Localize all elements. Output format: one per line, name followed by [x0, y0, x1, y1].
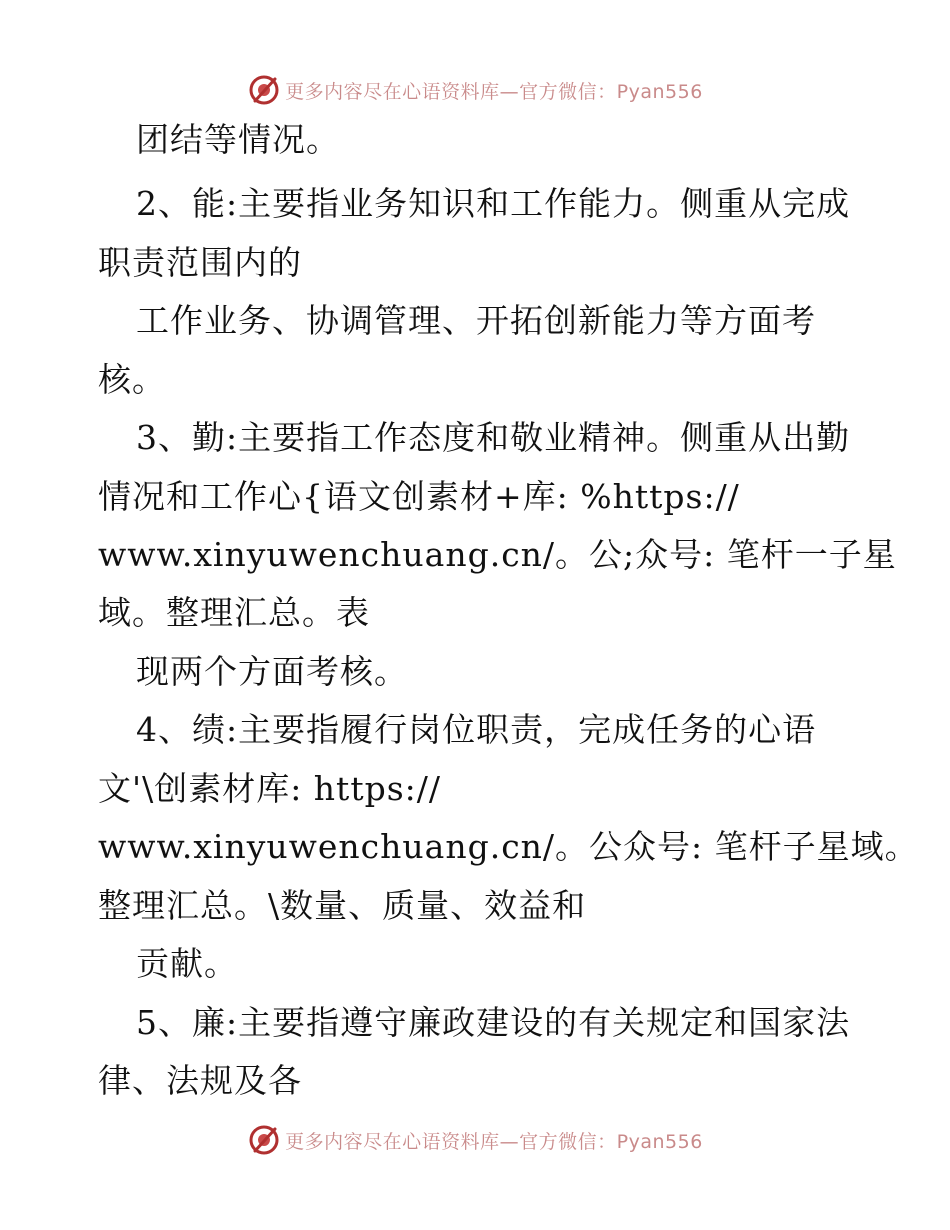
quill-logo-icon	[247, 73, 281, 107]
text-line: 工作业务、协调管理、开拓创新能力等方面考	[136, 301, 816, 340]
header-watermark	[0, 70, 950, 110]
text-line: 团结等情况。	[136, 120, 340, 159]
text-line: 贡献。	[136, 944, 238, 983]
text-line: 核。	[98, 360, 166, 399]
text-line: 5、廉:主要指遵守廉政建设的有关规定和国家法	[136, 1003, 851, 1042]
text-line: 4、绩:主要指履行岗位职责，完成任务的心语	[136, 710, 817, 749]
text-line: 域。整理汇总。表	[98, 593, 370, 632]
text-line: 文'\创素材库: https://	[98, 769, 441, 808]
text-line: www.xinyuwenchuang.cn/。公;众号: 笔杆一子星	[98, 535, 897, 574]
text-line: 现两个方面考核。	[136, 652, 408, 691]
text-line: 职责范围内的	[98, 243, 302, 282]
footer-watermark	[0, 1120, 950, 1160]
quill-logo-icon	[247, 1123, 281, 1157]
text-line: www.xinyuwenchuang.cn/。公众号: 笔杆子星域。	[98, 827, 919, 866]
text-line: 整理汇总。\数量、质量、效益和	[98, 886, 587, 925]
text-line: 2、能:主要指业务知识和工作能力。侧重从完成	[136, 184, 851, 223]
header-watermark-text: 更多内容尽在心语资料库—官方微信：Pyan556	[285, 80, 703, 103]
text-line: 律、法规及各	[98, 1061, 302, 1100]
footer-watermark-text: 更多内容尽在心语资料库—官方微信：Pyan556	[285, 1130, 703, 1153]
text-line: 情况和工作心{语文创素材+库: %https://	[98, 477, 740, 516]
text-line: 3、勤:主要指工作态度和敬业精神。侧重从出勤	[136, 418, 851, 457]
